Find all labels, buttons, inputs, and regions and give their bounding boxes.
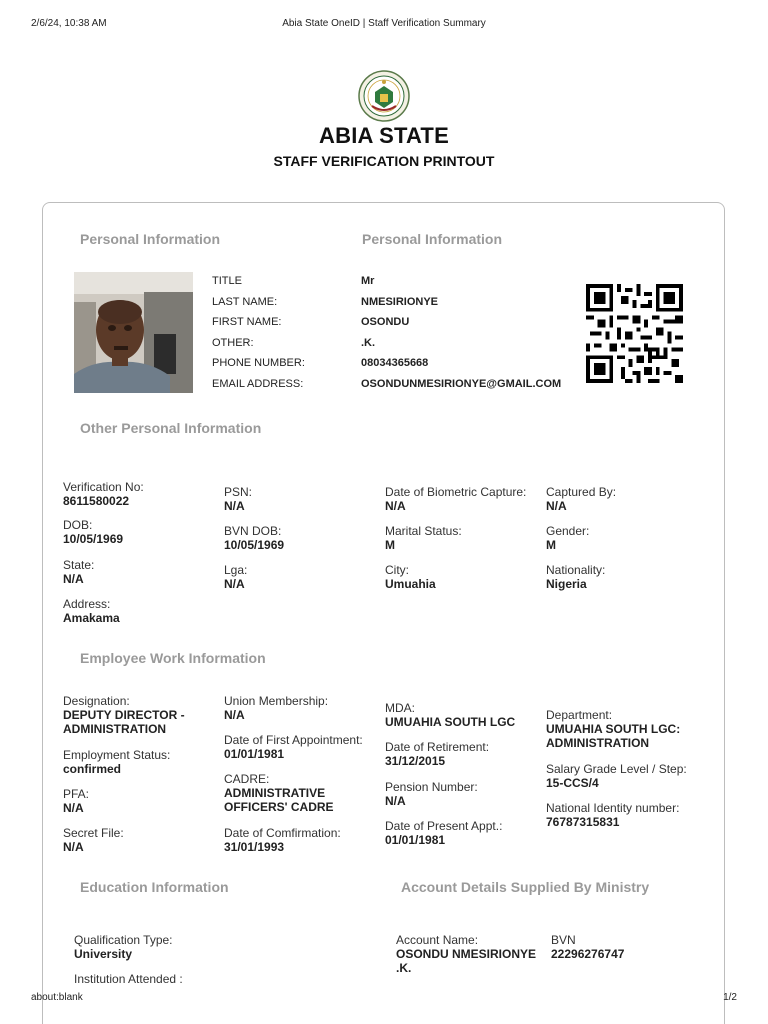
section-personal-info: Personal Information bbox=[80, 231, 221, 247]
field-item bbox=[224, 485, 382, 513]
field-label: Captured By: bbox=[546, 485, 617, 499]
print-url: about:blank bbox=[31, 992, 83, 1003]
personal-label: FIRST NAME: bbox=[212, 316, 282, 328]
field-label: BVN DOB: bbox=[224, 524, 282, 538]
field-label: Salary Grade Level / Step: bbox=[546, 762, 687, 776]
field-value: N/A bbox=[546, 499, 567, 513]
field-item bbox=[385, 524, 543, 552]
field-value: N/A bbox=[63, 572, 84, 586]
field-label: Date of Biometric Capture: bbox=[385, 485, 527, 499]
field-label: Institution Attended : bbox=[74, 972, 183, 986]
org-name: ABIA STATE bbox=[319, 123, 449, 148]
field-value: 22296276747 bbox=[551, 947, 625, 961]
personal-label: LAST NAME: bbox=[212, 296, 278, 308]
field-item bbox=[546, 524, 704, 552]
field-item bbox=[224, 524, 382, 552]
field-item bbox=[546, 563, 704, 591]
field-item bbox=[385, 819, 543, 847]
print-footer bbox=[31, 992, 737, 1006]
field-item bbox=[385, 701, 543, 729]
field-item bbox=[224, 772, 382, 814]
field-value: Amakama bbox=[63, 611, 120, 625]
personal-value: NMESIRIONYE bbox=[361, 296, 439, 308]
field-label: Marital Status: bbox=[385, 524, 462, 538]
field-item bbox=[385, 740, 543, 768]
field-item bbox=[63, 748, 221, 776]
field-label: Employment Status: bbox=[63, 748, 171, 762]
field-value: Umuahia bbox=[385, 577, 436, 591]
field-item bbox=[224, 826, 382, 854]
field-label: Date of Comfirmation: bbox=[224, 826, 341, 840]
section-employee-work-info: Employee Work Information bbox=[80, 650, 266, 666]
field-label: Secret File: bbox=[63, 826, 124, 840]
field-value: 10/05/1969 bbox=[224, 538, 285, 552]
field-label: Account Name: bbox=[396, 933, 479, 947]
field-value: UMUAHIA SOUTH LGC bbox=[385, 715, 516, 729]
education-field bbox=[74, 933, 232, 961]
field-label: State: bbox=[63, 558, 95, 572]
field-item bbox=[63, 480, 221, 508]
personal-value: Mr bbox=[361, 275, 375, 287]
field-item bbox=[63, 597, 221, 625]
field-label: Nationality: bbox=[546, 563, 606, 577]
section-education-info: Education Information bbox=[80, 879, 229, 895]
field-value: 31/12/2015 bbox=[385, 754, 446, 768]
field-value: 01/01/1981 bbox=[224, 747, 285, 761]
field-label: Address: bbox=[63, 597, 111, 611]
account-field bbox=[551, 933, 671, 961]
field-value: confirmed bbox=[63, 762, 122, 776]
field-item bbox=[63, 558, 221, 586]
field-item bbox=[224, 694, 382, 722]
field-label: Pension Number: bbox=[385, 780, 478, 794]
field-item bbox=[63, 518, 221, 546]
field-item bbox=[385, 485, 543, 513]
field-label: National Identity number: bbox=[546, 801, 680, 815]
field-value: ADMINISTRATIVE OFFICERS' CADRE bbox=[224, 786, 334, 814]
field-item bbox=[224, 563, 382, 591]
field-label: DOB: bbox=[63, 518, 93, 532]
field-value: 15-CCS/4 bbox=[546, 776, 599, 790]
field-value: UMUAHIA SOUTH LGC: ADMINISTRATION bbox=[546, 722, 681, 750]
field-value: 8611580022 bbox=[63, 494, 130, 508]
field-value: N/A bbox=[63, 840, 84, 854]
field-value: 31/01/1993 bbox=[224, 840, 285, 854]
field-value: N/A bbox=[385, 794, 406, 808]
field-item bbox=[63, 787, 221, 815]
print-header bbox=[31, 18, 737, 32]
section-personal-info-right: Personal Information bbox=[362, 231, 503, 247]
field-label: MDA: bbox=[385, 701, 415, 715]
field-item bbox=[385, 780, 543, 808]
field-label: Gender: bbox=[546, 524, 590, 538]
field-item bbox=[546, 708, 704, 750]
field-label: Date of Retirement: bbox=[385, 740, 490, 754]
field-label: BVN bbox=[551, 933, 576, 947]
section-account-details: Account Details Supplied By Ministry bbox=[401, 879, 650, 895]
field-label: Qualification Type: bbox=[74, 933, 173, 947]
field-label: Date of Present Appt.: bbox=[385, 819, 503, 833]
field-value: N/A bbox=[224, 708, 245, 722]
personal-value: .K. bbox=[361, 337, 376, 349]
field-item bbox=[63, 826, 221, 854]
field-item bbox=[385, 563, 543, 591]
field-value: 01/01/1981 bbox=[385, 833, 446, 847]
field-item bbox=[224, 733, 382, 761]
personal-value: OSONDU bbox=[361, 316, 410, 328]
print-page-number: 1/2 bbox=[723, 992, 737, 1003]
field-value: M bbox=[546, 538, 556, 552]
personal-label: EMAIL ADDRESS: bbox=[212, 378, 304, 390]
field-label: Verification No: bbox=[63, 480, 144, 494]
personal-value: OSONDUNMESIRIONYE@GMAIL.COM bbox=[361, 378, 562, 390]
field-item bbox=[546, 485, 704, 513]
field-value: 10/05/1969 bbox=[63, 532, 124, 546]
personal-label: PHONE NUMBER: bbox=[212, 357, 305, 369]
field-value: 76787315831 bbox=[546, 815, 620, 829]
field-item bbox=[63, 694, 221, 736]
field-value: N/A bbox=[63, 801, 84, 815]
field-label: Union Membership: bbox=[224, 694, 329, 708]
field-value: DEPUTY DIRECTOR - ADMINISTRATION bbox=[63, 708, 185, 736]
document-subtitle: STAFF VERIFICATION PRINTOUT bbox=[273, 153, 495, 169]
print-datetime: 2/6/24, 10:38 AM bbox=[31, 18, 107, 29]
field-value: N/A bbox=[224, 499, 245, 513]
print-page-title: Abia State OneID | Staff Verification Summary bbox=[282, 18, 486, 29]
field-label: City: bbox=[385, 563, 409, 577]
staff-photo bbox=[74, 272, 193, 393]
field-label: Department: bbox=[546, 708, 613, 722]
field-item bbox=[546, 801, 704, 829]
field-item bbox=[546, 762, 704, 790]
field-value: OSONDU NMESIRIONYE .K. bbox=[396, 947, 537, 975]
field-value: N/A bbox=[224, 577, 245, 591]
personal-value: 08034365668 bbox=[361, 357, 429, 369]
field-label: Date of First Appointment: bbox=[224, 733, 363, 747]
field-label: PFA: bbox=[63, 787, 90, 801]
field-label: Designation: bbox=[63, 694, 130, 708]
field-value: N/A bbox=[385, 499, 406, 513]
field-label: PSN: bbox=[224, 485, 253, 499]
field-value: Nigeria bbox=[546, 577, 587, 591]
education-field bbox=[74, 972, 232, 986]
field-label: CADRE: bbox=[224, 772, 270, 786]
state-seal-icon bbox=[358, 70, 410, 122]
field-value: University bbox=[74, 947, 133, 961]
personal-label: TITLE bbox=[212, 275, 242, 287]
field-label: Lga: bbox=[224, 563, 248, 577]
section-other-personal-info: Other Personal Information bbox=[80, 420, 262, 436]
qr-code-icon bbox=[586, 284, 683, 383]
personal-label: OTHER: bbox=[212, 337, 254, 349]
account-field bbox=[396, 933, 546, 975]
field-value: M bbox=[385, 538, 395, 552]
